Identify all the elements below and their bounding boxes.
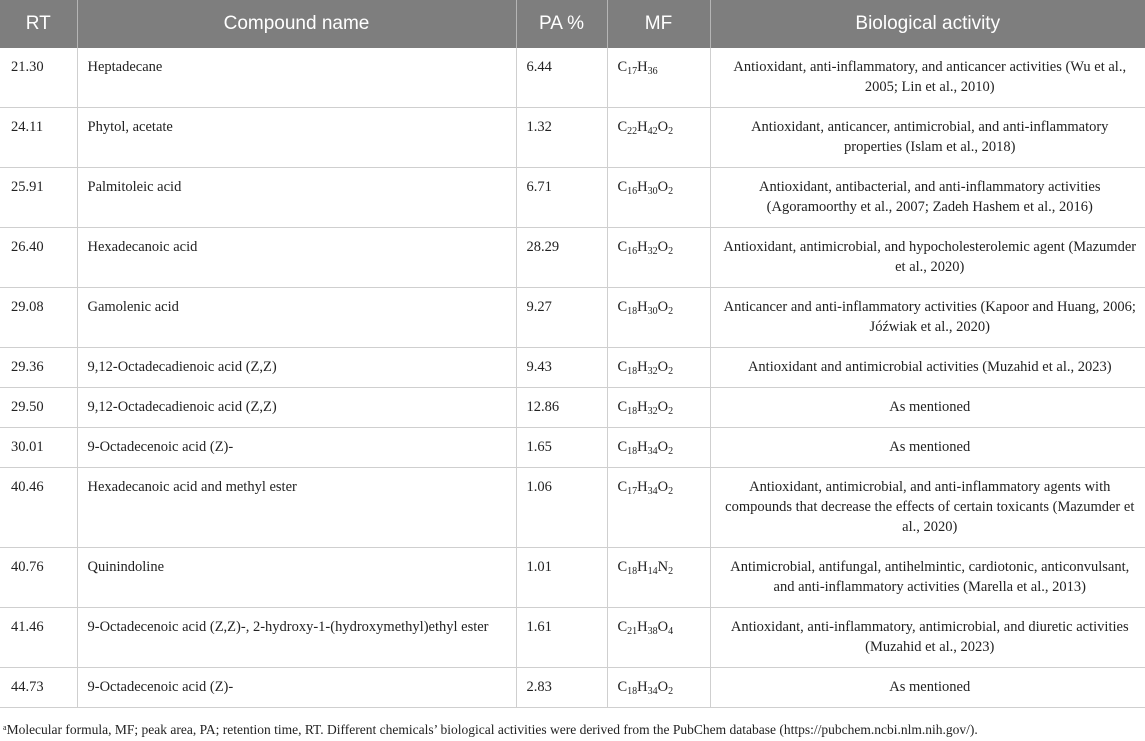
formula-count: 2 [668,446,674,457]
formula-count: 2 [668,566,674,577]
formula-element: C [617,179,628,195]
cell-compound-name: Gamolenic acid [77,288,516,348]
cell-mf [607,468,710,548]
table-row [0,48,1145,108]
formula-count: 18 [627,306,638,317]
cell-mf [607,608,710,668]
header-rt: RT [0,0,77,48]
table-row [0,168,1145,228]
table-row [0,388,1145,428]
formula-count: 2 [668,126,674,137]
formula-element: O [657,479,669,495]
formula-element: H [637,119,648,135]
table-row [0,288,1145,348]
cell-mf [607,548,710,608]
cell-rt: 21.30 [0,48,77,108]
formula-element: C [617,479,628,495]
cell-biological-activity: Antioxidant, anticancer, antimicrobial, and anti-inflammatory properties (Islam et al., 2018) [710,108,1145,168]
cell-compound-name: 9-Octadecenoic acid (Z)- [77,668,516,708]
formula-element: H [637,299,648,315]
formula-element: H [637,399,648,415]
formula-count: 30 [647,306,658,317]
formula-element: H [637,679,648,695]
formula-element: C [617,559,628,575]
table-row [0,428,1145,468]
formula-element: H [637,479,648,495]
formula-element: O [657,239,669,255]
pubchem-link[interactable]: https://pubchem.ncbi.nlm.nih.gov/ [783,722,970,737]
cell-pa: 1.32 [516,108,607,168]
formula-count: 2 [668,306,674,317]
cell-compound-name: Quinindoline [77,548,516,608]
table-body [0,48,1145,708]
cell-mf [607,428,710,468]
formula-count: 2 [668,246,674,257]
formula-count: 18 [627,446,638,457]
footnote-text: Molecular formula, MF; peak area, PA; retention time, RT. Different chemicals’ biological activities were derived from the PubChem database ( [6,722,784,737]
formula-count: 34 [647,486,658,497]
cell-pa: 1.01 [516,548,607,608]
formula-count: 30 [647,186,658,197]
formula-count: 18 [627,686,638,697]
cell-compound-name: 9,12-Octadecadienoic acid (Z,Z) [77,348,516,388]
cell-compound-name: 9,12-Octadecadienoic acid (Z,Z) [77,388,516,428]
cell-compound-name: 9-Octadecenoic acid (Z)- [77,428,516,468]
cell-biological-activity: Anticancer and anti-inflammatory activities (Kapoor and Huang, 2006; Jóźwiak et al., 2020) [710,288,1145,348]
cell-compound-name: Palmitoleic acid [77,168,516,228]
cell-mf [607,388,710,428]
formula-element: C [617,399,628,415]
formula-element: H [637,359,648,375]
header-compound-name: Compound name [77,0,516,48]
formula-element: O [657,179,669,195]
cell-rt: 41.46 [0,608,77,668]
cell-compound-name: Hexadecanoic acid and methyl ester [77,468,516,548]
formula-count: 18 [627,406,638,417]
formula-count: 17 [627,66,638,77]
formula-element: H [637,559,648,575]
formula-element: C [617,619,628,635]
cell-pa: 6.71 [516,168,607,228]
formula-element: C [617,439,628,455]
table-row [0,608,1145,668]
formula-count: 38 [647,626,658,637]
formula-element: H [637,179,648,195]
footnote-marker: a [3,723,7,732]
cell-mf [607,668,710,708]
cell-compound-name: 9-Octadecenoic acid (Z,Z)-, 2-hydroxy-1-(hydroxymethyl)ethyl ester [77,608,516,668]
formula-element: C [617,59,628,75]
cell-rt: 26.40 [0,228,77,288]
cell-rt: 44.73 [0,668,77,708]
cell-mf [607,228,710,288]
table-row [0,548,1145,608]
cell-rt: 30.01 [0,428,77,468]
cell-compound-name: Phytol, acetate [77,108,516,168]
formula-count: 14 [647,566,658,577]
cell-pa: 12.86 [516,388,607,428]
footnote-suffix: ). [969,722,978,737]
cell-rt: 29.36 [0,348,77,388]
cell-mf [607,348,710,388]
cell-mf [607,288,710,348]
cell-biological-activity: Antioxidant, antimicrobial, and hypocholesterolemic agent (Mazumder et al., 2020) [710,228,1145,288]
formula-element: C [617,679,628,695]
cell-biological-activity: Antioxidant, antimicrobial, and anti-inflammatory agents with compounds that decrease the effects of certain toxicants (Mazumder et al., 2020) [710,468,1145,548]
formula-element: H [637,439,648,455]
formula-count: 32 [647,406,658,417]
cell-rt: 25.91 [0,168,77,228]
formula-element: O [657,399,669,415]
cell-mf [607,168,710,228]
cell-pa: 9.27 [516,288,607,348]
formula-count: 32 [647,246,658,257]
cell-rt: 40.46 [0,468,77,548]
formula-count: 2 [668,406,674,417]
formula-element: C [617,239,628,255]
formula-count: 16 [627,246,638,257]
cell-pa: 1.61 [516,608,607,668]
formula-count: 4 [668,626,674,637]
cell-biological-activity: Antioxidant, anti-inflammatory, and anticancer activities (Wu et al., 2005; Lin et al., 2010) [710,48,1145,108]
cell-compound-name: Heptadecane [77,48,516,108]
formula-count: 36 [647,66,658,77]
cell-pa: 1.06 [516,468,607,548]
formula-element: O [657,619,669,635]
formula-count: 2 [668,366,674,377]
cell-rt: 40.76 [0,548,77,608]
formula-count: 17 [627,486,638,497]
formula-element: O [657,359,669,375]
formula-element: O [657,679,669,695]
formula-element: H [637,59,648,75]
cell-biological-activity: Antioxidant, antibacterial, and anti-inflammatory activities (Agoramoorthy et al., 2007; Zadeh Hashem et al., 2016) [710,168,1145,228]
formula-count: 21 [627,626,638,637]
table-row [0,468,1145,548]
cell-biological-activity: Antioxidant and antimicrobial activities (Muzahid et al., 2023) [710,348,1145,388]
table-row [0,668,1145,708]
formula-count: 2 [668,486,674,497]
cell-pa: 1.65 [516,428,607,468]
cell-pa: 9.43 [516,348,607,388]
table-row [0,228,1145,288]
formula-element: N [657,559,669,575]
header-mf: MF [607,0,710,48]
cell-pa: 6.44 [516,48,607,108]
cell-biological-activity: As mentioned [710,388,1145,428]
cell-mf [607,108,710,168]
table-row [0,348,1145,388]
formula-count: 34 [647,446,658,457]
cell-rt: 29.50 [0,388,77,428]
formula-count: 16 [627,186,638,197]
formula-count: 2 [668,186,674,197]
table-row [0,108,1145,168]
formula-count: 22 [627,126,638,137]
cell-pa: 28.29 [516,228,607,288]
formula-element: O [657,119,669,135]
table-footnote [3,722,978,738]
formula-count: 2 [668,686,674,697]
cell-rt: 29.08 [0,288,77,348]
formula-count: 18 [627,366,638,377]
formula-count: 34 [647,686,658,697]
cell-mf [607,48,710,108]
formula-count: 42 [647,126,658,137]
formula-element: O [657,299,669,315]
formula-element: C [617,299,628,315]
header-biological-activity: Biological activity [710,0,1145,48]
cell-biological-activity: Antioxidant, anti-inflammatory, antimicrobial, and diuretic activities (Muzahid et al., 2023) [710,608,1145,668]
formula-count: 18 [627,566,638,577]
formula-element: C [617,119,628,135]
cell-biological-activity: As mentioned [710,428,1145,468]
formula-element: C [617,359,628,375]
cell-biological-activity: As mentioned [710,668,1145,708]
formula-count: 32 [647,366,658,377]
header-pa: PA % [516,0,607,48]
cell-pa: 2.83 [516,668,607,708]
formula-element: O [657,439,669,455]
cell-rt: 24.11 [0,108,77,168]
formula-element: H [637,239,648,255]
formula-element: H [637,619,648,635]
cell-biological-activity: Antimicrobial, antifungal, antihelmintic, cardiotonic, anticonvulsant, and anti-inflammatory activities (Marella et al., 2013) [710,548,1145,608]
cell-compound-name: Hexadecanoic acid [77,228,516,288]
table-header-row [0,0,1145,48]
